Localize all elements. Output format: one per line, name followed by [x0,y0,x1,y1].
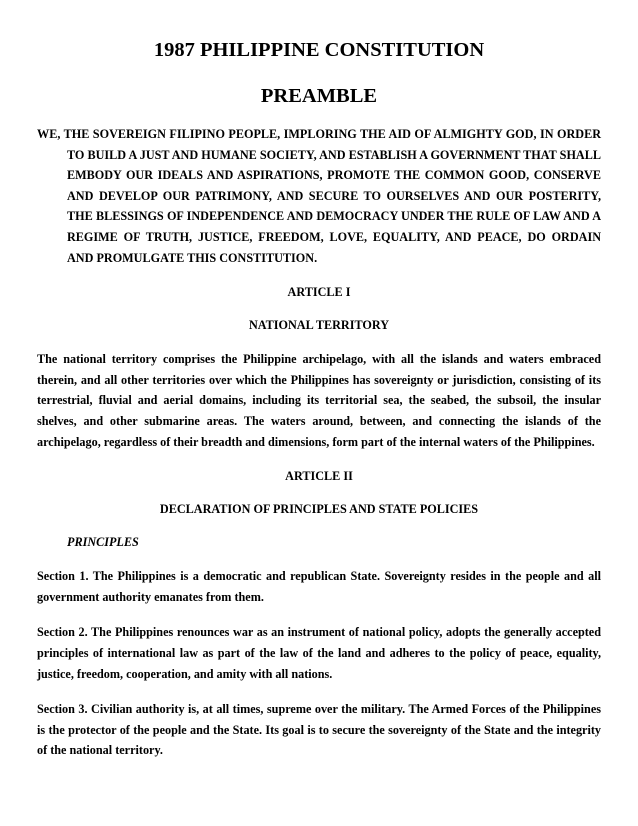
article-1-text: The national territory comprises the Philippine archipelago, with all the islands and waters embraced therein, and all other territories over which the Philippines has sovereignty or jurisdiction, consisting of its terrestrial, fluvial and aerial domains, including its territorial sea, the seabed, the subsoil, the insular shelves, and other submarine areas. The waters around, between, and connecting the islands of the archipelago, regardless of their breadth and dimensions, form part of the internal waters of the Philippines. [37,352,601,449]
article-2-heading: ARTICLE II [285,469,353,484]
preamble-text: WE, THE SOVEREIGN FILIPINO PEOPLE, IMPLORING THE AID OF ALMIGHTY GOD, IN ORDER TO BUILD A JUST AND HUMANE SOCIETY, AND ESTABLISH A GOVERNMENT THAT SHALL EMBODY OUR IDEALS AND ASPIRATIONS, PROMOTE THE COMMON GOOD, CONSERVE AND DEVELOP OUR PATRIMONY, AND SECURE TO OURSELVES AND OUR POSTERITY, THE BLESSINGS OF INDEPENDENCE AND DEMOCRACY UNDER THE RULE OF LAW AND A REGIME OF TRUTH, JUSTICE, FREEDOM, LOVE, EQUALITY, AND PEACE, DO ORDAIN AND PROMULGATE THIS CONSTITUTION. [37,127,601,265]
document-title: 1987 PHILIPPINE CONSTITUTION [153,39,485,61]
article-1-heading: ARTICLE I [287,285,351,300]
article-1-subheading: NATIONAL TERRITORY [248,318,390,333]
section-2: Section 2. The Philippines renounces war as an instrument of national policy, adopts the generally accepted principles of international law as part of the law of the land and adheres to the policy of peace, equality, justice, freedom, cooperation, and amity with all nations. [37,625,601,681]
article-2-subheading: DECLARATION OF PRINCIPLES AND STATE POLICIES [159,502,479,517]
section-1: Section 1. The Philippines is a democratic and republican State. Sovereignty resides in the people and all government authority emanates from them. [37,569,601,604]
section-3: Section 3. Civilian authority is, at all times, supreme over the military. The Armed Forces of the Philippines is the protector of the people and the State. Its goal is to secure the sovereignty of the State and the integrity of the national territory. [37,702,601,758]
principles-label: PRINCIPLES [67,535,139,550]
preamble-heading: PREAMBLE [260,85,378,107]
